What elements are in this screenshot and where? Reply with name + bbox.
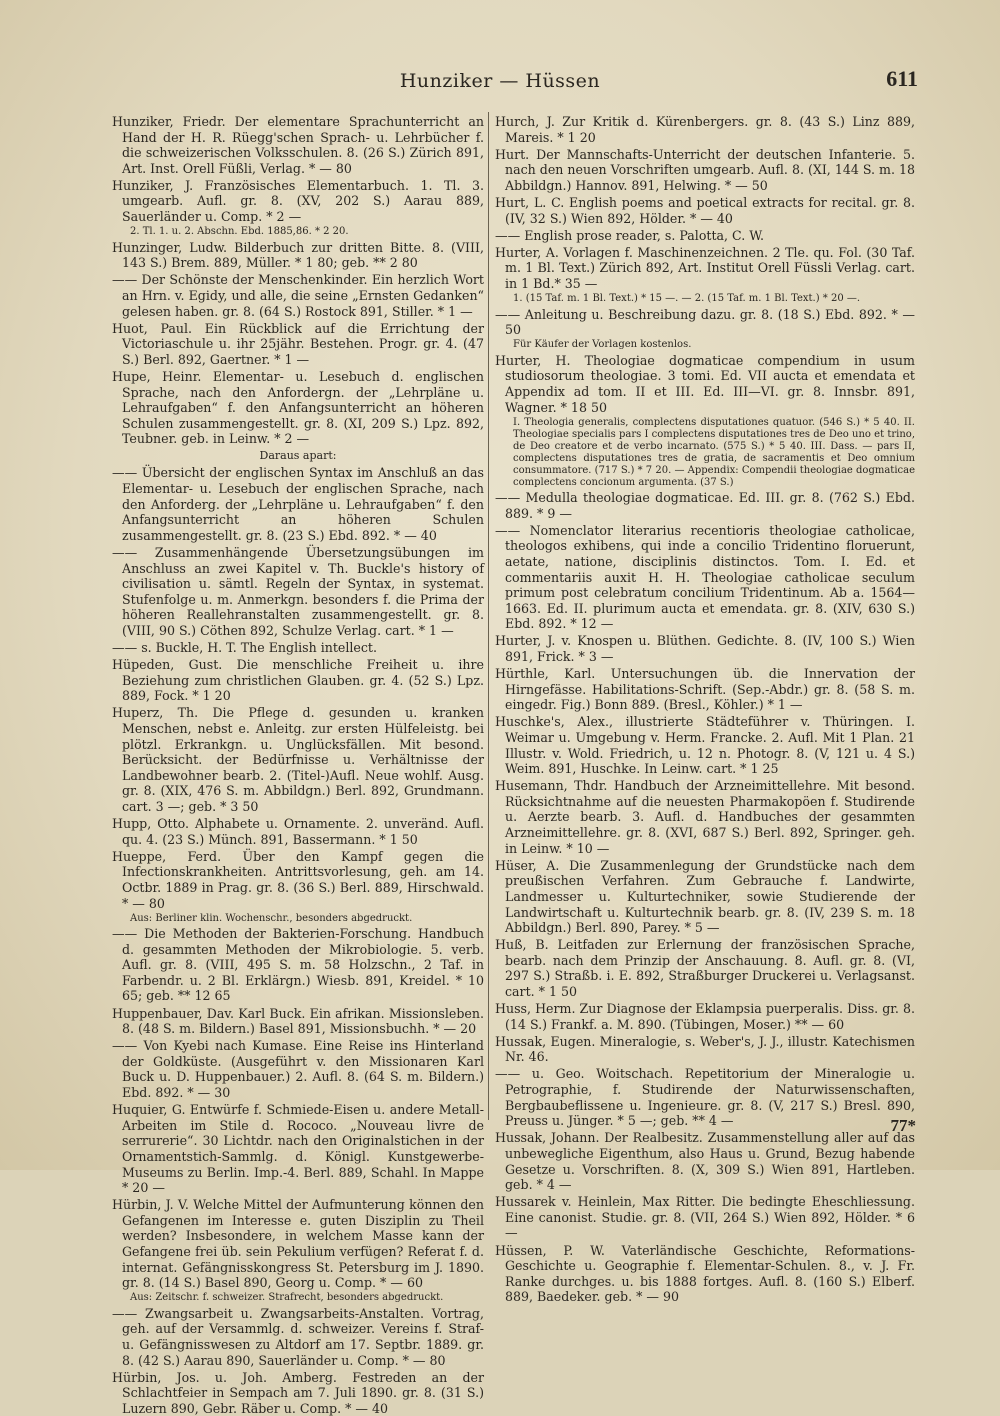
column-divider — [488, 112, 489, 1120]
running-head: Hunziker — Hüssen — [399, 70, 601, 92]
entry-note: 1. (15 Taf. m. 1 Bl. Text.) * 15 —. — 2. (15 Taf. m. 1 Bl. Text.) * 20 —. — [513, 293, 861, 305]
bibliography-entry: Hupe, Heinr. Elementar- u. Lesebuch d. englischen Sprache, nach den Anfordergn. der „Lehrpläne u. Lehraufgaben“ f. den Anfangsunterricht an höheren Schulen zusammengestellt. gr. 8. (XI, 209 S.) Lpz. 892, Teubner. geb. in Leinw. * 2 — — [112, 368, 484, 447]
entry-note: Für Käufer der Vorlagen kostenlos. — [513, 339, 692, 351]
bibliography-entry: Hussak, Johann. Der Realbesitz. Zusammenstellung aller auf das unbewegliche Eigenthum, also Haus u. Grund, Bezug habende Gesetze u. Vorschriften. 8. (X, 309 S.) Wien 891, Hartleben. geb. * 4 — — [495, 1130, 915, 1193]
page-number: 611 — [886, 66, 918, 91]
bibliography-entry: —— Übersicht der englischen Syntax im Anschluß an das Elementar- u. Lesebuch der englischen Sprache, nach den Anforderg. der „Lehrpläne u. Lehraufgaben“ f. den Anfangsunterricht an höheren Schulen zusammengestellt. gr. 8. (23 S.) Ebd. 892. * — 40 — [112, 465, 484, 543]
bibliography-entry: Hussarek v. Heinlein, Max Ritter. Die bedingte Eheschliessung. Eine canonist. Studie. gr. 8. (VII, 264 S.) Wien 892, Hölder. * 6 — — [495, 1194, 915, 1241]
bibliography-entry: Hüssen, P. W. Vaterländische Geschichte, Reformations-Geschichte u. Geographie f. Elementar-Schulen. 8., v. J. Fr. Ranke durchges. u. bis 1888 fortges. Aufl. 8. (160 S.) Elberf. 889, Baedeker. geb. * — 90 — [495, 1242, 915, 1305]
bibliography-entry: Hüser, A. Die Zusammenlegung der Grundstücke nach dem preußischen Verfahren. Zum Gebrauche f. Landwirte, Landmesser u. Kulturtechniker, sowie Studierende der Landwirtschaft u. Kulturtechnik bearb. gr. 8. (IV, 239 S. m. 18 Abbildgn.) Berl. 890, Parey. * 5 — — [495, 857, 915, 936]
bibliography-entry: —— Anleitung u. Beschreibung dazu. gr. 8. (18 S.) Ebd. 892. * — 50 — [495, 306, 915, 338]
bibliography-entry: —— Nomenclator literarius recentioris theologiae catholicae, theologos exhibens, qui inde a concilio Tridentino floruerunt, aetate, natione, disciplinis distinctos. Tom. I. Ed. et commentariis auxit H. H. Theologiae catholicae seculum primum post celebratum concilium Tridentinum. Ab a. 1564—1663. Ed. II. plurimum aucta et emendata. gr. 8. (XIV, 630 S.) Ebd. 892. * 12 — — [495, 522, 915, 632]
entry-note: Aus: Zeitschr. f. schweizer. Strafrecht, besonders abgedruckt. — [130, 1292, 444, 1304]
entry-note: I. Theologia generalis, complectens disputationes quatuor. (546 S.) * 5 40. II. Theologiae specialis pars I complectens disputationes tres de Deo uno et trino, de Deo creatore et de verbo incarnato. (575 S.) * 5 40. III. Dass. — pars II, complectens disputationes tres de gratia, de sacramentis et Deo omnium consummatore. (717 S.) * 7 20. — Appendix: Compendii theologiae dogmaticae complectens concionum argumenta. (37 S.) — [513, 416, 915, 488]
bibliography-entry: Hürbin, Jos. u. Joh. Amberg. Festreden an der Schlachtfeier in Sempach am 7. Juli 1890. gr. 8. (31 S.) Luzern 890, Gebr. Räber u. Comp. * — 40 — [112, 1369, 484, 1416]
bibliography-entry: Hunziker, J. Französisches Elementarbuch. 1. Tl. 3. umgearb. Aufl. gr. 8. (XV, 202 S.) Aarau 889, Sauerländer u. Comp. * 2 — — [112, 177, 484, 225]
bibliography-entry: Hurter, H. Theologiae dogmaticae compendium in usum studiosorum theologiae. 3 tomi. Ed. VII aucta et emendata et Appendix ad tom. II et III. Ed. III—VI. gr. 8. Innsbr. 891, Wagner. * 18 50 — [495, 352, 915, 415]
left-column — [112, 114, 484, 1416]
signature-mark: 77* — [890, 1116, 916, 1135]
bibliography-entry: —— Von Kyebi nach Kumase. Eine Reise ins Hinterland der Goldküste. (Ausgeführt v. den Missionaren Karl Buck u. D. Huppenbauer.) 2. Aufl. 8. (64 S. m. Bildern.) Ebd. 892. * — 30 — [112, 1038, 484, 1101]
bibliography-entry: Huß, B. Leitfaden zur Erlernung der französischen Sprache, bearb. nach dem Prinzip der Anschauung. 8. Aufl. gr. 8. (VI, 297 S.) Straßb. i. E. 892, Straßburger Druckerei u. Verlagsanst. cart. * 1 50 — [495, 937, 915, 999]
bibliography-entry: —— English prose reader, s. Palotta, C. W. — [495, 227, 764, 243]
bibliography-entry: Huquier, G. Entwürfe f. Schmiede-Eisen u. andere Metall-Arbeiten im Stile d. Rococo. „Nouveau livre de serrurerie“. 30 Lichtdr. nach den Originalstichen in der Ornamentstich-Sammlg. d. Königl. Kunstgewerbe-Museums zu Berlin. Imp.-4. Berl. 889, Schahl. In Mappe * 20 — — [112, 1102, 484, 1196]
bibliography-entry: Hurt, L. C. English poems and poetical extracts for recital. gr. 8. (IV, 32 S.) Wien 892, Hölder. * — 40 — [495, 194, 915, 226]
bibliography-entry: Hurter, A. Vorlagen f. Maschinenzeichnen. 2 Tle. qu. Fol. (30 Taf. m. 1 Bl. Text.) Zürich 892, Art. Institut Orell Füssli Verlag. cart. in 1 Bd.* 35 — — [495, 244, 915, 291]
bibliography-entry: —— Der Schönste der Menschenkinder. Ein herzlich Wort an Hrn. v. Egidy, und alle, die seine „Ernsten Gedanken“ gelesen haben. gr. 8. (64 S.) Rostock 891, Stiller. * 1 — — [112, 272, 484, 319]
bibliography-entry: Hupp, Otto. Alphabete u. Ornamente. 2. unveränd. Aufl. qu. 4. (23 S.) Münch. 891, Bassermann. * 1 50 — [112, 816, 484, 847]
section-caption: Daraus apart: — [259, 449, 337, 463]
bibliography-entry: Hurch, J. Zur Kritik d. Kürenbergers. gr. 8. (43 S.) Linz 889, Mareis. * 1 20 — [495, 114, 915, 145]
bibliography-entry: Huperz, Th. Die Pflege d. gesunden u. kranken Menschen, nebst e. Anleitg. zur ersten Hülfeleistg. bei plötzl. Erkrankgn. u. Unglücksfällen. Mit besond. Berücksicht. der Bedürfnisse u. Verhältnisse der Landbewohner bearb. 2. (Titel-)Aufl. Neue wohlf. Ausg. gr. 8. (XIX, 476 S. m. Abbildgn.) Berl. 892, Grundmann. cart. 3 —; geb. * 3 50 — [112, 705, 484, 814]
bibliography-entry: —— Zwangsarbeit u. Zwangsarbeits-Anstalten. Vortrag, geh. auf der Versammlg. d. schweizer. Vereins f. Straf- u. Gefängnisswesen zu Altdorf am 17. Septbr. 1889. gr. 8. (42 S.) Aarau 890, Sauerländer u. Comp. * — 80 — [112, 1305, 484, 1368]
bibliography-entry: Hunziker, Friedr. Der elementare Sprachunterricht an Hand der H. R. Rüegg'schen Sprach- u. Lehrbücher f. die schweizerischen Volksschulen. 8. (26 S.) Zürich 891, Art. Inst. Orell Füßli, Verlag. * — 80 — [112, 114, 484, 176]
bibliography-entry: —— Die Methoden der Bakterien-Forschung. Handbuch d. gesammten Methoden der Mikrobiologie. 5. verb. Aufl. gr. 8. (VIII, 495 S. m. 58 Holzschn., 2 Taf. in Farbendr. u. 2 Bl. Erklärgn.) Wiesb. 891, Kreidel. * 10 65; geb. ** 12 65 — [112, 926, 484, 1004]
bibliography-entry: Hunzinger, Ludw. Bilderbuch zur dritten Bitte. 8. (VIII, 143 S.) Brem. 889, Müller. * 1 80; geb. ** 2 80 — [112, 239, 484, 271]
page-header — [0, 66, 1000, 100]
bibliography-entry: —— Medulla theologiae dogmaticae. Ed. III. gr. 8. (762 S.) Ebd. 889. * 9 — — [495, 490, 915, 521]
bibliography-entry: —— s. Buckle, H. T. The English intellect. — [112, 640, 377, 655]
bibliography-entry: Huschke's, Alex., illustrierte Städteführer v. Thüringen. I. Weimar u. Umgebung v. Herm. Francke. 2. Aufl. Mit 1 Plan. 21 Illustr. v. Wold. Friedrich, u. 12 n. Photogr. 8. (V, 121 u. 4 S.) Weim. 891, Huschke. In Leinw. cart. * 1 25 — [495, 714, 915, 777]
bibliography-entry: Hürbin, J. V. Welche Mittel der Aufmunterung können den Gefangenen im Interesse e. guten Disziplin zu Theil werden? Insbesondere, in welchem Masse kann der Gefangene frei üb. sein Pekulium verfügen? Referat f. d. internat. Gefängnisskongress St. Petersburg im J. 1890. gr. 8. (14 S.) Basel 890, Georg u. Comp. * — 60 — [112, 1197, 484, 1291]
bibliography-entry: Hueppe, Ferd. Über den Kampf gegen die Infectionskrankheiten. Antrittsvorlesung, geh. am 14. Octbr. 1889 in Prag. gr. 8. (36 S.) Berl. 889, Hirschwald. * — 80 — [112, 848, 484, 911]
bibliography-entry: Huot, Paul. Ein Rückblick auf die Errichtung der Victoriaschule u. ihr 25jähr. Bestehen. Progr. gr. 4. (47 S.) Berl. 892, Gaertner. * 1 — — [112, 320, 484, 367]
bibliography-entry: Husemann, Thdr. Handbuch der Arzneimittellehre. Mit besond. Rücksichtnahme auf die neuesten Pharmakopöen f. Studirende u. Aerzte bearb. 3. Aufl. d. Handbuches der gesammten Arzneimittellehre. gr. 8. (XVI, 687 S.) Berl. 892, Springer. geh. in Leinw. * 10 — — [495, 778, 915, 856]
bibliography-entry: Hüpeden, Gust. Die menschliche Freiheit u. ihre Beziehung zum christlichen Glauben. gr. 4. (52 S.) Lpz. 889, Fock. * 1 20 — [112, 657, 484, 704]
bibliography-entry: Huss, Herm. Zur Diagnose der Eklampsia puerperalis. Diss. gr. 8. (14 S.) Frankf. a. M. 890. (Tübingen, Moser.) ** — 60 — [495, 1001, 915, 1032]
bibliography-entry: Hurter, J. v. Knospen u. Blüthen. Gedichte. 8. (IV, 100 S.) Wien 891, Frick. * 3 — — [495, 633, 915, 665]
bibliography-entry: —— u. Geo. Woitschach. Repetitorium der Mineralogie u. Petrographie, f. Studirende der Naturwissenschaften, Bergbaubeflissene u. Ingenieure. gr. 8. (V, 217 S.) Bresl. 890, Preuss u. Jünger. * 5 —; geb. ** 4 — — [495, 1066, 915, 1129]
entry-note: Aus: Berliner klin. Wochenschr., besonders abgedruckt. — [130, 912, 413, 924]
entry-note: 2. Tl. 1. u. 2. Abschn. Ebd. 1885,86. * 2 20. — [130, 226, 349, 238]
bibliography-entry: —— Zusammenhängende Übersetzungsübungen im Anschluss an zwei Kapitel v. Th. Buckle's history of civilisation u. sämtl. Regeln der Syntax, in systemat. Stufenfolge u. m. Anmerkgn. besonders f. die Prima der höheren Reallehranstalten zusammengestellt. gr. 8. (VIII, 90 S.) Cöthen 892, Schulze Verlag. cart. * 1 — — [112, 544, 484, 638]
bibliography-entry: Hurt. Der Mannschafts-Unterricht der deutschen Infanterie. 5. nach den neuen Vorschriften umgearb. Aufl. 8. (XI, 144 S. m. 18 Abbildgn.) Hannov. 891, Helwing. * — 50 — [495, 146, 916, 193]
bibliography-entry: Hussak, Eugen. Mineralogie, s. Weber's, J. J., illustr. Katechismen Nr. 46. — [495, 1033, 915, 1065]
bibliography-entry: Hürthle, Karl. Untersuchungen üb. die Innervation der Hirngefässe. Habilitations-Schrift. (Sep.-Abdr.) gr. 8. (58 S. m. eingedr. Fig.) Bonn 889. (Bresl., Köhler.) * 1 — — [495, 666, 915, 713]
bibliography-entry: Huppenbauer, Dav. Karl Buck. Ein afrikan. Missionsleben. 8. (48 S. m. Bildern.) Basel 891, Missionsbuchh. * — 20 — [112, 1005, 484, 1037]
